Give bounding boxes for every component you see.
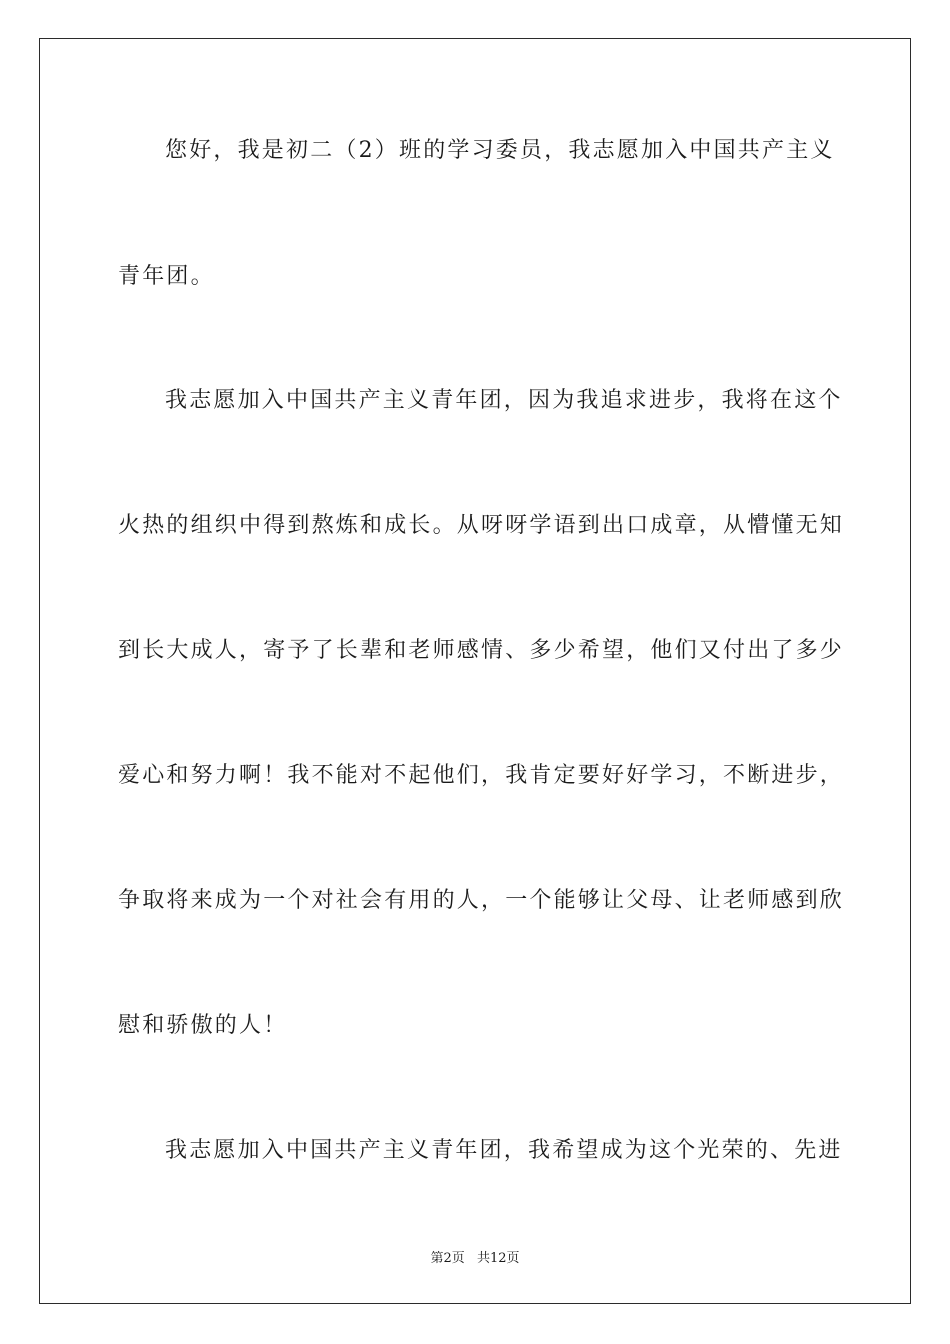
paragraph-2-line-6: 慰和骄傲的人！: [118, 1013, 288, 1038]
paragraph-2-line-3: 到长大成人，寄予了长辈和老师感情、多少希望，他们又付出了多少: [118, 638, 845, 663]
paragraph-3-line-1: 我志愿加入中国共产主义青年团，我希望成为这个光荣的、先进: [165, 1138, 843, 1163]
page-total: 共12页: [476, 1251, 520, 1266]
page-number: 第2页: [430, 1251, 465, 1266]
paragraph-2-line-5: 争取将来成为一个对社会有用的人，一个能够让父母、让老师感到欣: [118, 888, 845, 913]
paragraph-2-line-2: 火热的组织中得到熬炼和成长。从呀呀学语到出口成章，从懵懂无知: [118, 513, 845, 538]
paragraph-1-line-2: 青年团。: [118, 264, 215, 289]
paragraph-1-line-1: 您好，我是初二（2）班的学习委员，我志愿加入中国共产主义: [165, 138, 835, 163]
paragraph-2-line-1: 我志愿加入中国共产主义青年团，因为我追求进步，我将在这个: [165, 388, 843, 413]
page-frame: [39, 38, 911, 1304]
page-footer: [0, 1247, 950, 1266]
paragraph-2-line-4: 爱心和努力啊！我不能对不起他们，我肯定要好好学习，不断进步，: [118, 763, 845, 788]
